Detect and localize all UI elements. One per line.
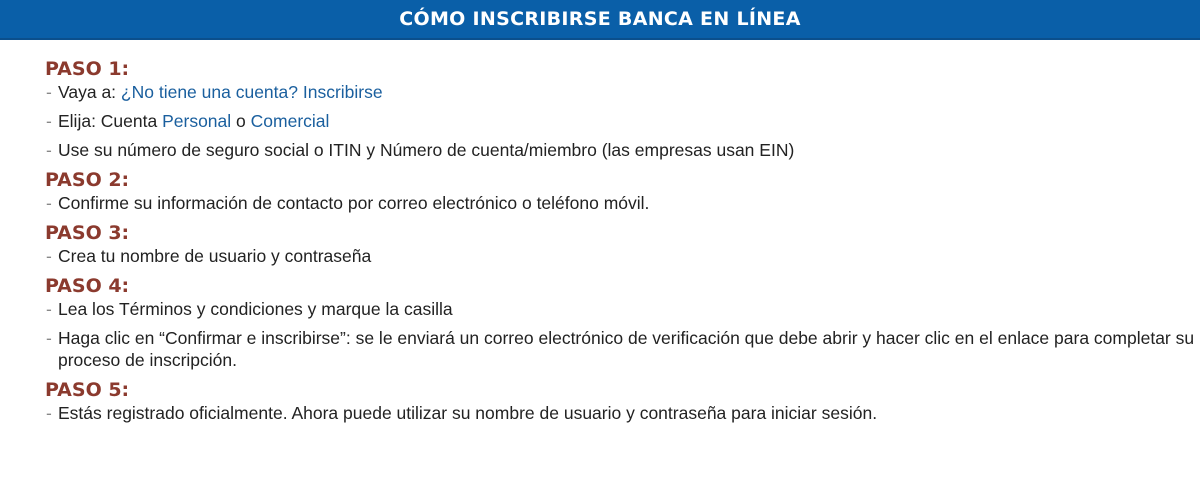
list-item <box>45 192 1195 214</box>
step-5 <box>45 378 1195 424</box>
list-item <box>45 402 1195 424</box>
list-item <box>45 110 1195 132</box>
item-text: Elija: Cuenta <box>58 111 163 131</box>
list-item <box>45 245 1195 267</box>
step-heading: PASO 4: <box>45 275 130 297</box>
dash-bullet: - <box>46 403 52 423</box>
step-4 <box>45 274 1195 371</box>
dash-bullet: - <box>46 328 52 348</box>
dash-bullet: - <box>46 82 52 102</box>
item-text: Confirme su información de contacto por correo electrónico o teléfono móvil. <box>58 193 650 213</box>
step-3 <box>45 221 1195 267</box>
step-heading: PASO 5: <box>45 379 130 401</box>
step-1 <box>45 57 1195 161</box>
page-title: CÓMO INSCRIBIRSE BANCA EN LÍNEA <box>399 8 801 30</box>
commercial-account-link[interactable]: Comercial <box>250 111 330 131</box>
item-text: Estás registrado oficialmente. Ahora puede utilizar su nombre de usuario y contraseña para iniciar sesión. <box>58 403 878 423</box>
dash-bullet: - <box>46 140 52 160</box>
item-text: Haga clic en “Confirmar e inscribirse”: se le enviará un correo electrónico de verificación que debe abrir y hacer clic en el enlace para completar su proceso de inscripción. <box>58 328 1195 370</box>
step-heading: PASO 2: <box>45 169 130 191</box>
list-item <box>45 81 1195 103</box>
item-text: Use su número de seguro social o ITIN y Número de cuenta/miembro (las empresas usan EIN) <box>58 140 795 160</box>
signup-link[interactable]: ¿No tiene una cuenta? Inscribirse <box>120 82 383 102</box>
list-item <box>45 327 1195 371</box>
personal-account-link[interactable]: Personal <box>162 111 232 131</box>
item-text: Crea tu nombre de usuario y contraseña <box>58 246 372 266</box>
dash-bullet: - <box>46 193 52 213</box>
steps-content <box>45 57 1195 431</box>
item-text: o <box>231 111 251 131</box>
list-item <box>45 139 1195 161</box>
item-text: Vaya a: <box>58 82 121 102</box>
item-text: Lea los Términos y condiciones y marque la casilla <box>58 299 453 319</box>
dash-bullet: - <box>46 246 52 266</box>
step-heading: PASO 1: <box>45 58 130 80</box>
step-heading: PASO 3: <box>45 222 130 244</box>
header-banner <box>0 0 1200 40</box>
dash-bullet: - <box>46 111 52 131</box>
dash-bullet: - <box>46 299 52 319</box>
step-2 <box>45 168 1195 214</box>
list-item <box>45 298 1195 320</box>
